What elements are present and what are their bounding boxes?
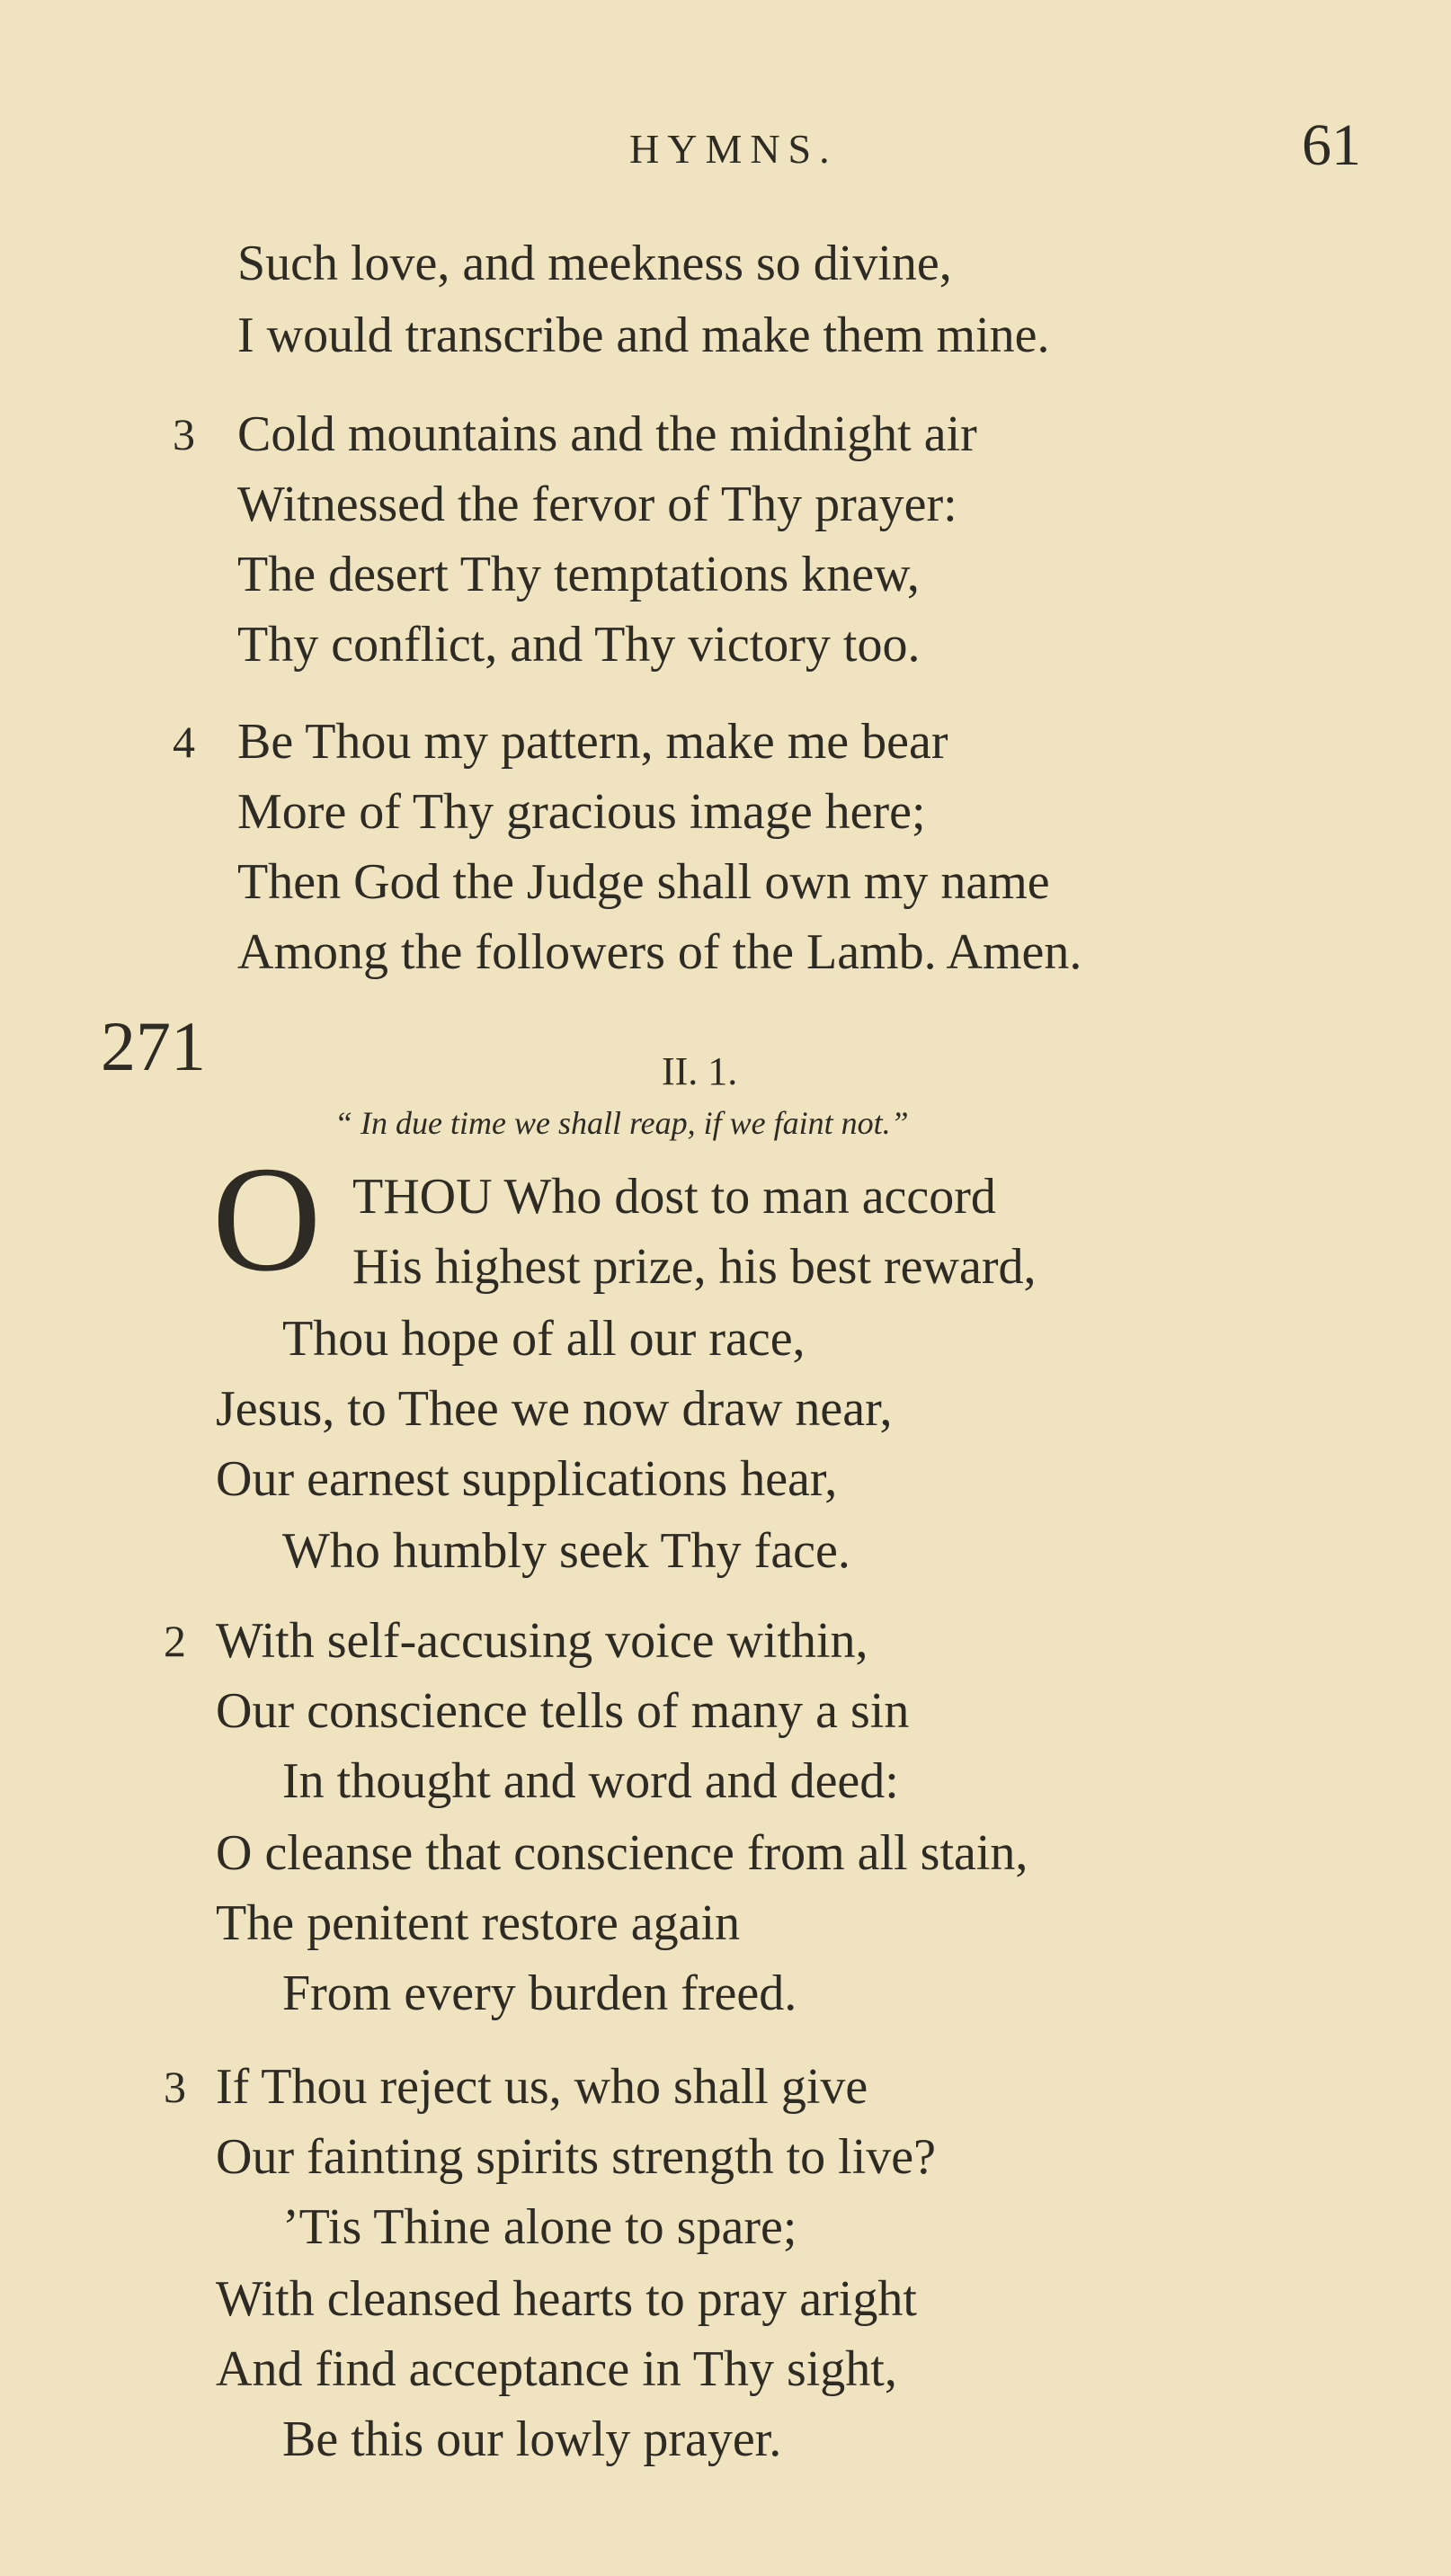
verse-line: With cleansed hearts to pray aright xyxy=(216,2271,917,2327)
verse-line: His highest prize, his best reward, xyxy=(352,1239,1037,1295)
verse-line: More of Thy gracious image here; xyxy=(237,784,926,840)
verse-line: Be Thou my pattern, make me bear xyxy=(237,714,948,770)
stanza-number: 4 xyxy=(173,717,195,767)
verse-line: Cold mountains and the midnight air xyxy=(237,406,977,462)
verse-line: THOU Who dost to man accord xyxy=(352,1169,996,1225)
verse-line: I would transcribe and make them mine. xyxy=(237,308,1050,363)
verse-line: The penitent restore again xyxy=(216,1895,741,1951)
verse-line: Thy conflict, and Thy victory too. xyxy=(237,617,921,673)
verse-line: Be this our lowly prayer. xyxy=(282,2411,782,2467)
verse-line: And find acceptance in Thy sight, xyxy=(216,2341,897,2397)
hymn-number: 271 xyxy=(101,1007,206,1085)
verse-line: With self-accusing voice within, xyxy=(216,1613,868,1669)
verse-line: Jesus, to Thee we now draw near, xyxy=(216,1381,893,1437)
verse-line: In thought and word and deed: xyxy=(282,1753,899,1809)
drop-cap: O xyxy=(212,1136,322,1303)
verse-line: Our fainting spirits strength to live? xyxy=(216,2129,936,2185)
verse-line: Who humbly seek Thy face. xyxy=(282,1523,850,1579)
verse-line: If Thou reject us, who shall give xyxy=(216,2059,868,2115)
verse-line: Such love, and meekness so divine, xyxy=(237,236,952,291)
verse-line: Thou hope of all our race, xyxy=(282,1311,806,1367)
verse-line: Our earnest supplications hear, xyxy=(216,1451,838,1507)
verse-line: Among the followers of the Lamb. Amen. xyxy=(237,924,1082,980)
stanza-number: 2 xyxy=(164,1616,186,1666)
stanza-number: 3 xyxy=(164,2062,186,2112)
verse-line: O cleanse that conscience from all stain, xyxy=(216,1825,1028,1881)
running-header: HYMNS. xyxy=(629,126,838,172)
verse-line: Witnessed the fervor of Thy prayer: xyxy=(237,477,957,532)
page-number: 61 xyxy=(1302,112,1361,178)
verse-line: ’Tis Thine alone to spare; xyxy=(282,2199,797,2255)
verse-line: Then God the Judge shall own my name xyxy=(237,854,1050,910)
hymn-epigraph: “ In due time we shall reap, if we faint not.” xyxy=(334,1105,909,1141)
verse-line: Our conscience tells of many a sin xyxy=(216,1683,910,1739)
verse-line: From every burden freed. xyxy=(282,1965,797,2021)
hymn-meter: II. 1. xyxy=(662,1049,738,1093)
stanza-number: 3 xyxy=(173,409,195,459)
verse-line: The desert Thy temptations knew, xyxy=(237,547,920,602)
